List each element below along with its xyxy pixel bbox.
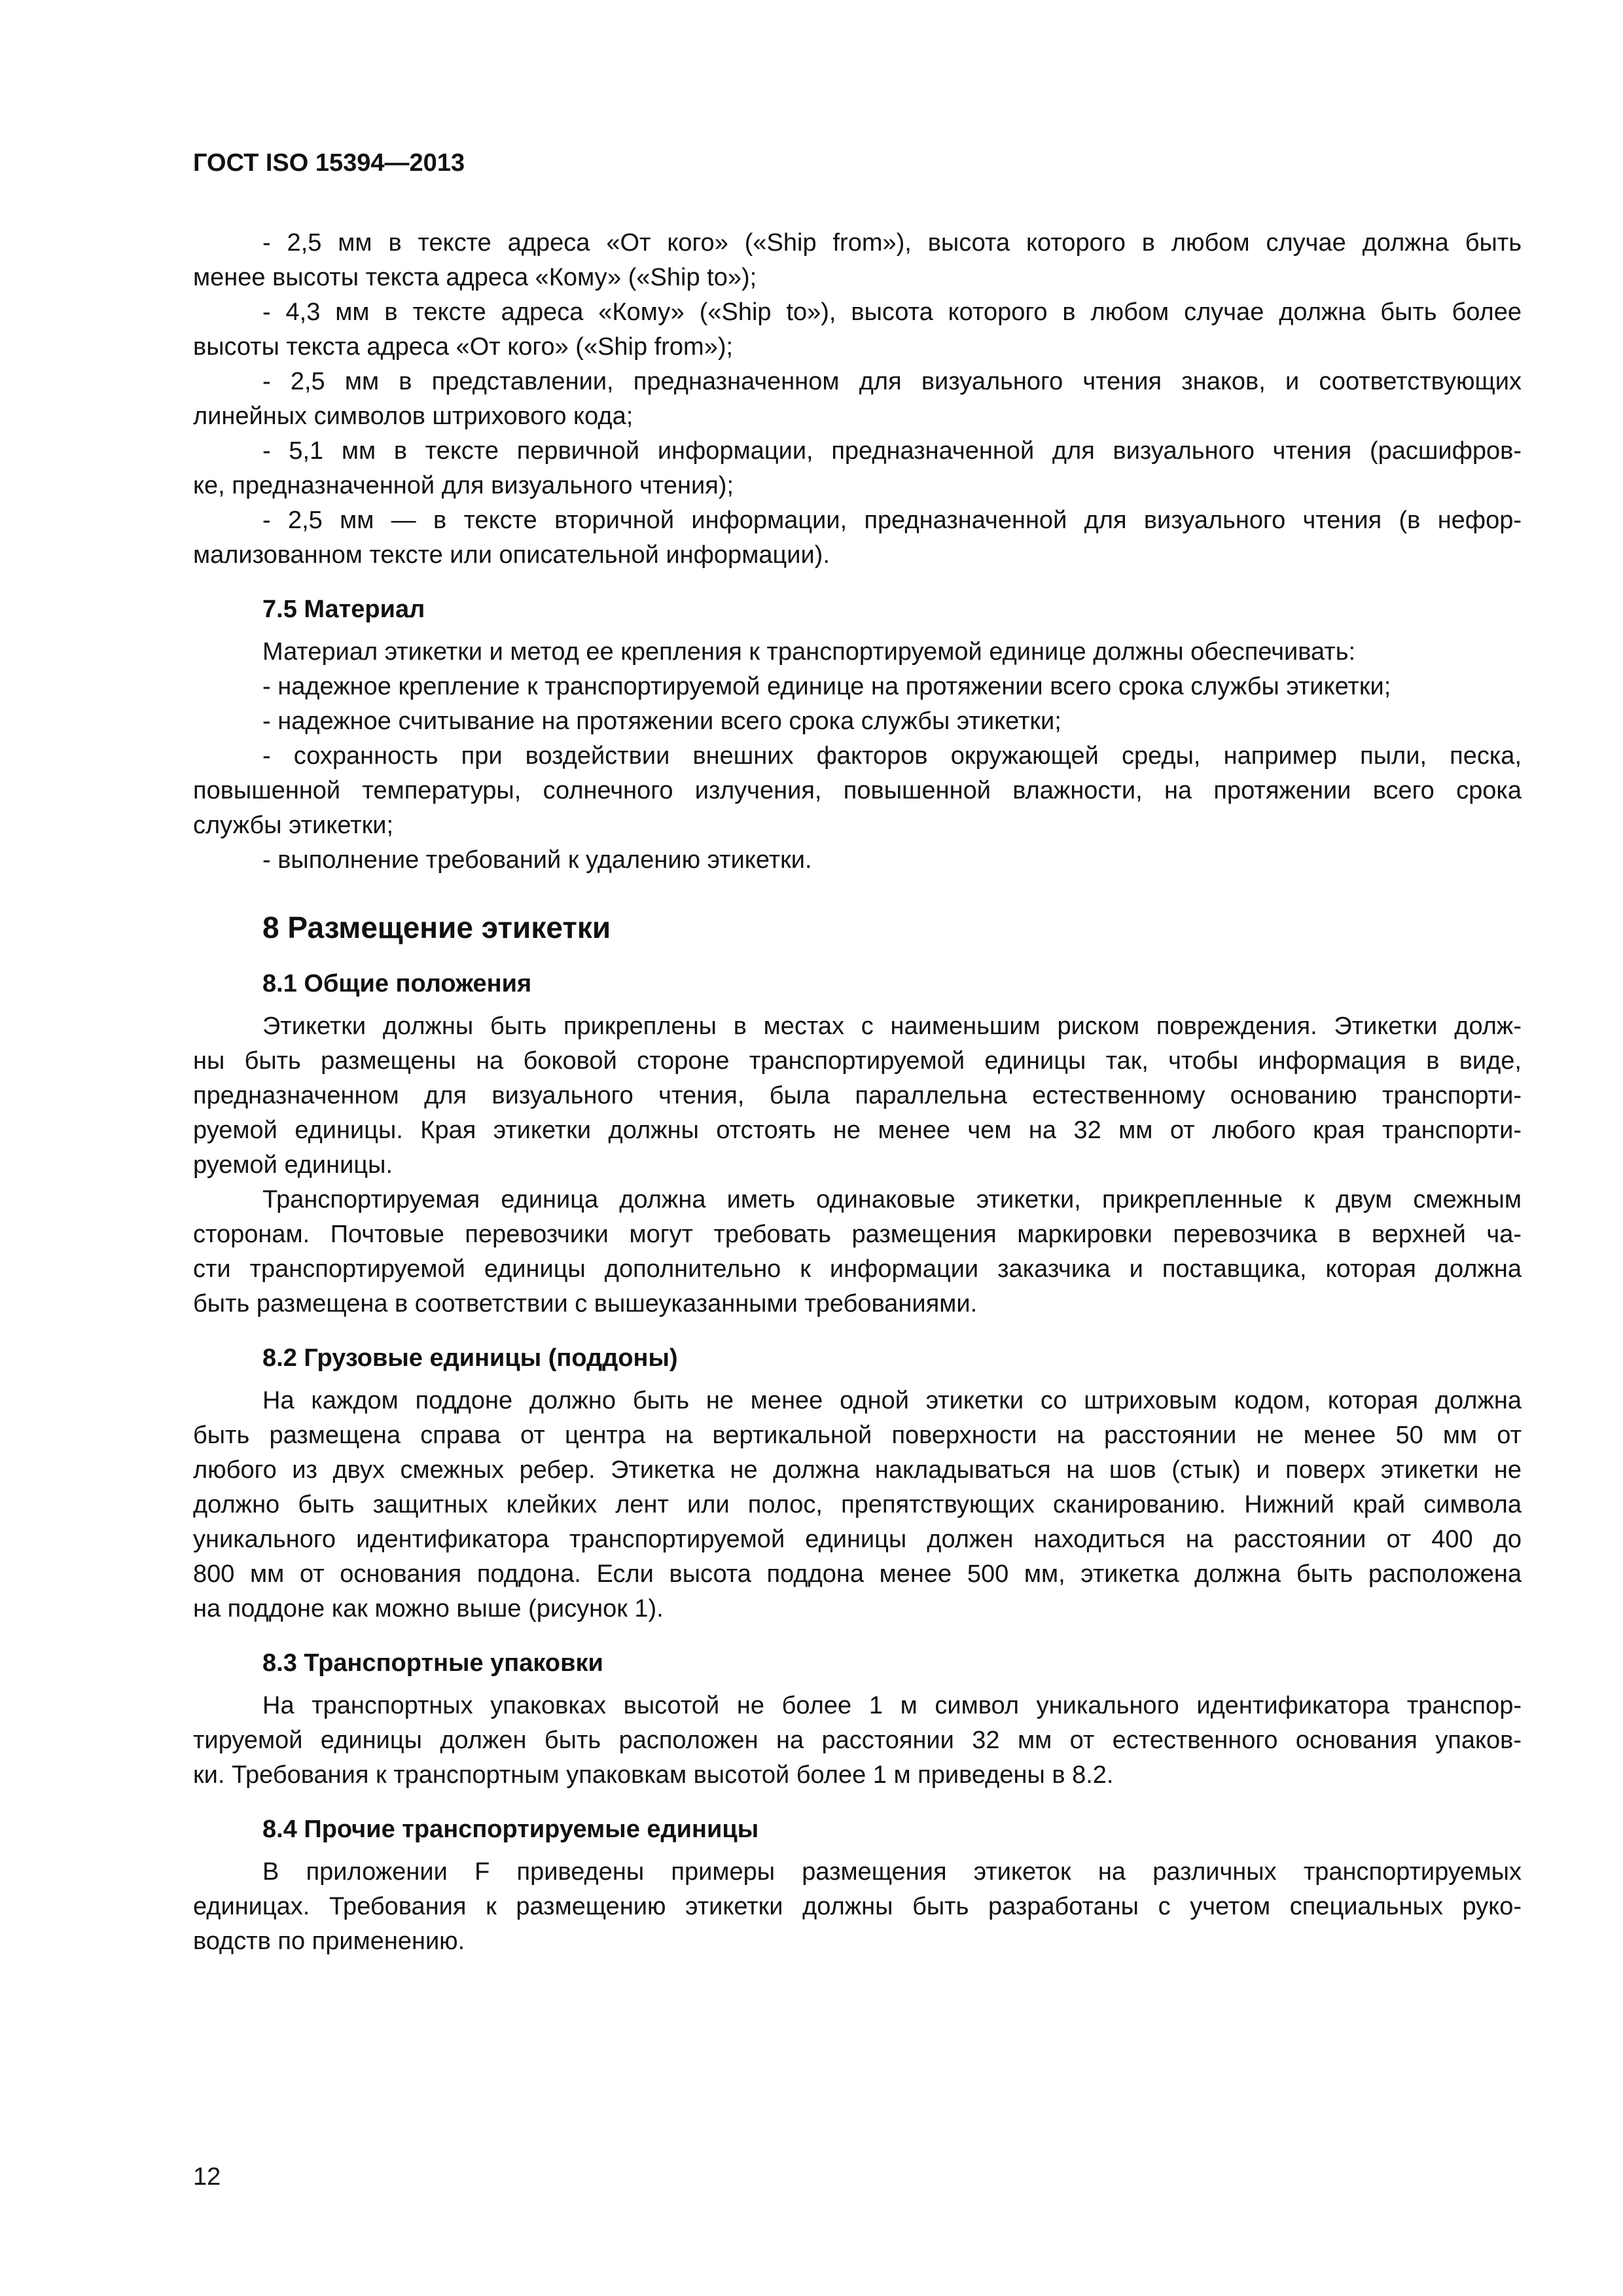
- page-number: 12: [193, 2163, 221, 2191]
- paragraph-line: уникального идентификатора транспортируемой единицы должен находиться на расстоянии от 400 до: [193, 1526, 1522, 1553]
- paragraph-line: - 2,5 мм в тексте адреса «От кого» («Ship from»), высота которого в любом случае должна быть: [262, 229, 1522, 257]
- paragraph: [193, 670, 1522, 704]
- subsection-heading: 8.1 Общие положения: [262, 970, 532, 997]
- paragraph-line: должно быть защитных клейких лент или полос, препятствующих сканированию. Нижний край символа: [193, 1491, 1522, 1518]
- paragraph-line: менее высоты текста адреса «Кому» («Ship to»);: [193, 264, 757, 291]
- paragraph-line: сторонам. Почтовые перевозчики могут требовать размещения маркировки перевозчика в верхней ча-: [193, 1221, 1522, 1248]
- paragraph-line: На каждом поддоне должно быть не менее одной этикетки со штриховым кодом, которая должна: [262, 1387, 1522, 1414]
- paragraph-line: ны быть размещены на боковой стороне транспортируемой единицы так, чтобы информация в виде,: [193, 1047, 1522, 1075]
- paragraph-line: Транспортируемая единица должна иметь одинаковые этикетки, прикрепленные к двум смежным: [262, 1186, 1522, 1213]
- document-body: [193, 226, 1522, 1959]
- paragraph-line: любого из двух смежных ребер. Этикетка не должна накладываться на шов (стык) и поверх этикетки не: [193, 1456, 1522, 1484]
- paragraph: [193, 704, 1522, 739]
- paragraph: [193, 1855, 1522, 1959]
- paragraph-line: - выполнение требований к удалению этикетки.: [262, 846, 812, 874]
- paragraph-line: - 5,1 мм в тексте первичной информации, предназначенной для визуального чтения (расшифров-: [262, 437, 1522, 465]
- paragraph: [193, 503, 1522, 573]
- paragraph-line: высоты текста адреса «От кого» («Ship from»);: [193, 333, 734, 361]
- subsection-heading: 7.5 Материал: [262, 596, 425, 623]
- document-header: ГОСТ ISO 15394—2013: [193, 149, 465, 177]
- paragraph-line: тируемой единицы должен быть расположен на расстоянии 32 мм от естественного основания упаков-: [193, 1727, 1522, 1754]
- paragraph-line: - сохранность при воздействии внешних факторов окружающей среды, например пыли, песка,: [262, 742, 1522, 770]
- paragraph-line: ке, предназначенной для визуального чтения);: [193, 472, 734, 499]
- paragraph: [193, 843, 1522, 878]
- paragraph-line: 800 мм от основания поддона. Если высота поддона менее 500 мм, этикетка должна быть расположена: [193, 1560, 1522, 1588]
- paragraph-line: быть размещена справа от центра на вертикальной поверхности на расстоянии не менее 50 мм от: [193, 1422, 1522, 1449]
- paragraph: [193, 1384, 1522, 1626]
- paragraph-line: единицах. Требования к размещению этикетки должны быть разработаны с учетом специальных руко-: [193, 1893, 1522, 1920]
- paragraph-line: линейных символов штрихового кода;: [193, 403, 633, 430]
- paragraph-line: службы этикетки;: [193, 812, 394, 839]
- paragraph: [193, 434, 1522, 503]
- paragraph-line: сти транспортируемой единицы дополнительно к информации заказчика и поставщика, которая должна: [193, 1255, 1522, 1283]
- paragraph-line: - 4,3 мм в тексте адреса «Кому» («Ship to»), высота которого в любом случае должна быть более: [262, 298, 1522, 326]
- paragraph-line: руемой единицы.: [193, 1151, 393, 1179]
- paragraph-line: быть размещена в соответствии с вышеуказанными требованиями.: [193, 1290, 978, 1318]
- paragraph-line: предназначенном для визуального чтения, была параллельна естественному основанию транспорти-: [193, 1082, 1522, 1109]
- paragraph-line: на поддоне как можно выше (рисунок 1).: [193, 1595, 664, 1623]
- paragraph-line: водств по применению.: [193, 1928, 465, 1955]
- paragraph: [193, 365, 1522, 434]
- paragraph-line: ки. Требования к транспортным упаковкам высотой более 1 м приведены в 8.2.: [193, 1761, 1114, 1789]
- paragraph: [193, 635, 1522, 670]
- paragraph-line: - надежное считывание на протяжении всего срока службы этикетки;: [262, 708, 1061, 735]
- paragraph-line: мализованном тексте или описательной информации).: [193, 541, 830, 569]
- paragraph-line: руемой единицы. Края этикетки должны отстоять не менее чем на 32 мм от любого края транспорти-: [193, 1117, 1522, 1144]
- paragraph-line: Материал этикетки и метод ее крепления к транспортируемой единице должны обеспечивать:: [262, 638, 1356, 666]
- paragraph-line: - 2,5 мм в представлении, предназначенном для визуального чтения знаков, и соответствующих: [262, 368, 1522, 395]
- paragraph: [193, 1689, 1522, 1793]
- paragraph: [193, 1183, 1522, 1321]
- subsection-heading: 8.3 Транспортные упаковки: [262, 1649, 603, 1677]
- section-heading: 8 Размещение этикетки: [262, 910, 611, 944]
- paragraph-line: В приложении F приведены примеры размещения этикеток на различных транспортируемых: [262, 1858, 1522, 1886]
- paragraph: [193, 739, 1522, 843]
- paragraph-line: - 2,5 мм — в тексте вторичной информации, предназначенной для визуального чтения (в нефор-: [262, 507, 1522, 534]
- paragraph-line: Этикетки должны быть прикреплены в местах с наименьшим риском повреждения. Этикетки долж-: [262, 1013, 1522, 1040]
- paragraph-line: На транспортных упаковках высотой не более 1 м символ уникального идентификатора транспор-: [262, 1692, 1522, 1719]
- paragraph: [193, 295, 1522, 365]
- subsection-heading: 8.2 Грузовые единицы (поддоны): [262, 1344, 678, 1372]
- paragraph: [193, 1009, 1522, 1183]
- paragraph-line: - надежное крепление к транспортируемой единице на протяжении всего срока службы этикетки;: [262, 673, 1391, 700]
- paragraph: [193, 226, 1522, 295]
- subsection-heading: 8.4 Прочие транспортируемые единицы: [262, 1816, 759, 1843]
- paragraph-line: повышенной температуры, солнечного излучения, повышенной влажности, на протяжении всего срока: [193, 777, 1522, 804]
